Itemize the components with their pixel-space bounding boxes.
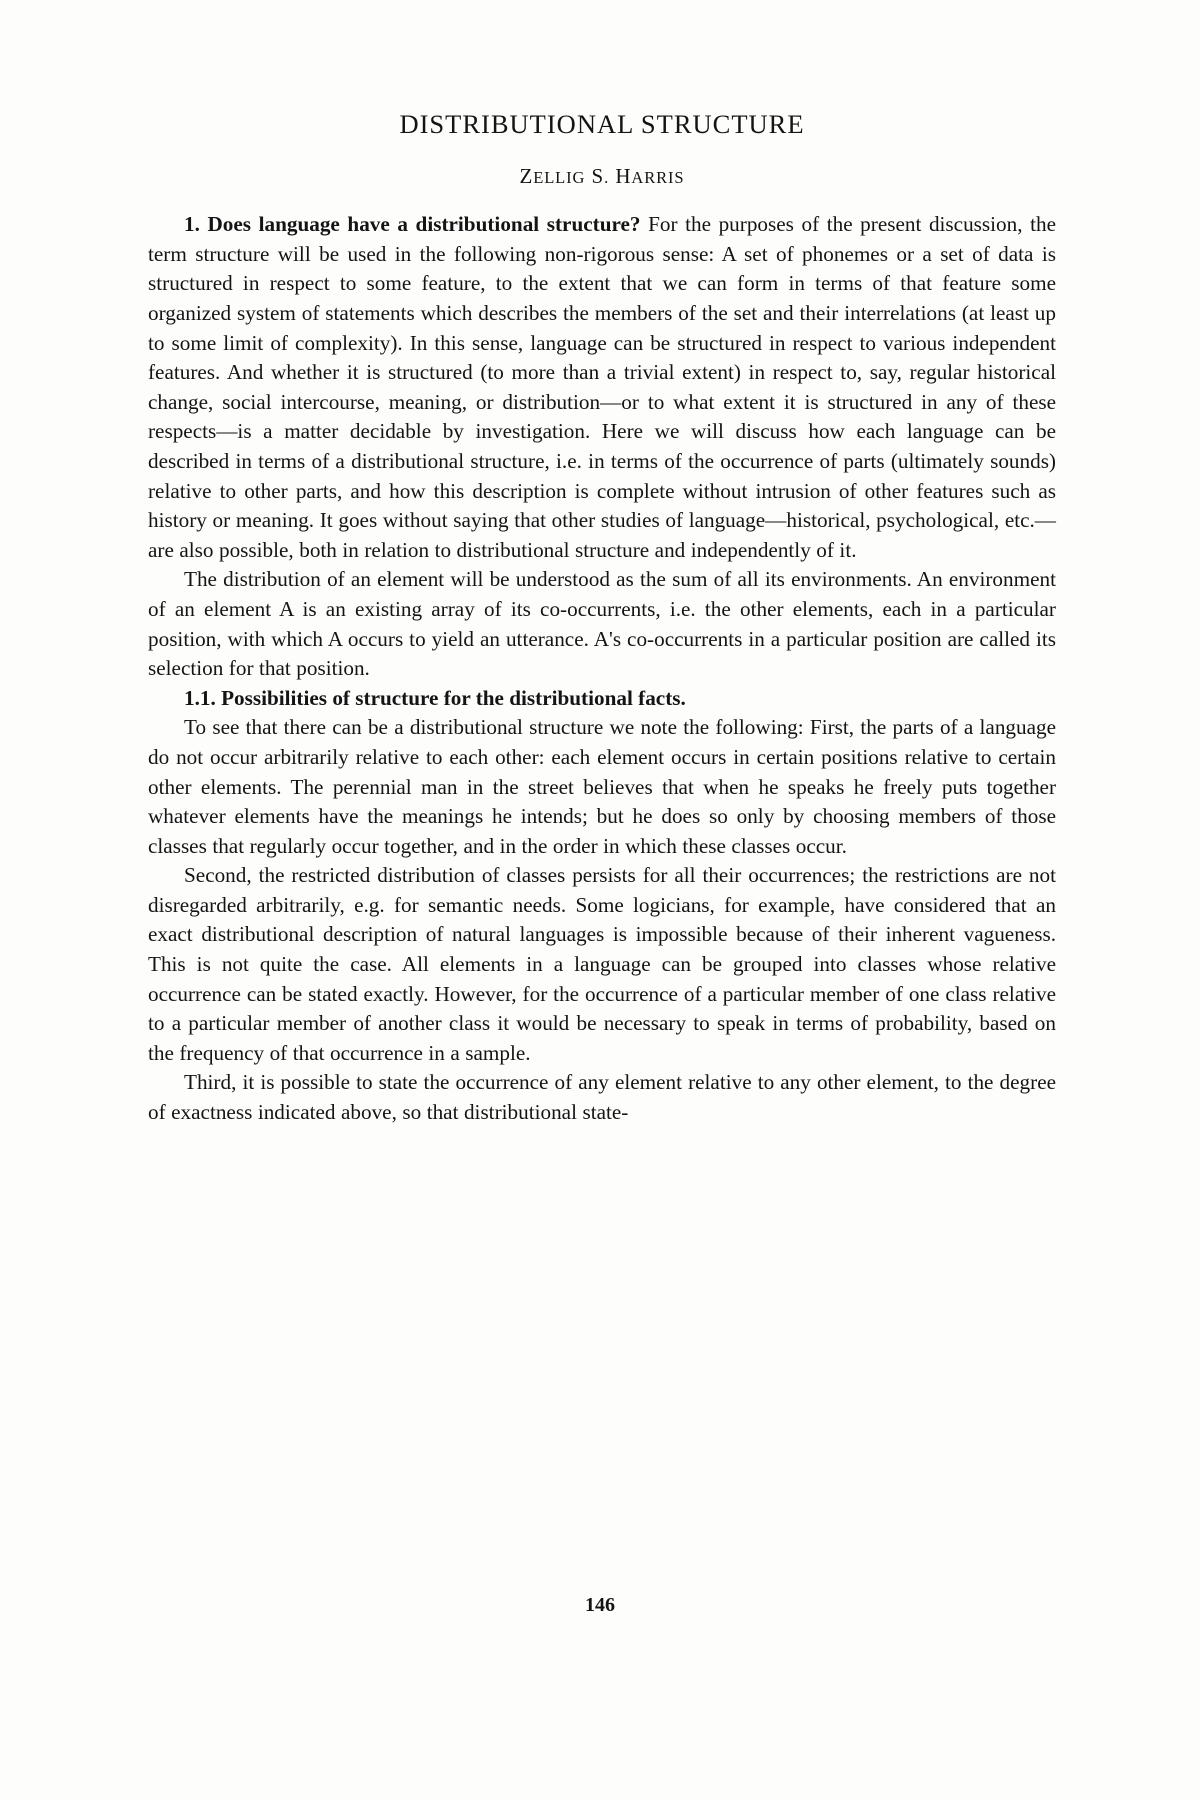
paragraph-third: Third, it is possible to state the occurrence of any element relative to any other element, to the degree of exactness indicated above, so that distributional state- xyxy=(148,1070,1056,1125)
page-content xyxy=(148,110,1056,1128)
paragraph-second: Second, the restricted distribution of classes persists for all their occurrences; the restrictions are not disregarded arbitrarily, e.g. for semantic needs. Some logicians, for example, have considered that an exact distributional description of natural languages is impossible because of their inherent vagueness. This is not quite the case. All elements in a language can be grouped into classes whose relative occurrence can be stated exactly. However, for the occurrence of a particular member of one class relative to a particular member of another class it would be necessary to speak in terms of probability, based on the frequency of that occurrence in a sample. xyxy=(148,863,1056,1065)
section-1-body: For the purposes of the present discussion, the term structure will be used in the following non-rigorous sense: A set of phonemes or a set of data is structured in respect to some feature, to the extent that we can form in terms of that feature some organized system of statements which describes the members of the set and their interrelations (at least up to some limit of complexity). In this sense, language can be structured in respect to various independent features. And whether it is structured (to more than a trivial extent) in respect to, say, regular historical change, social intercourse, meaning, or distribution—or to what extent it is structured in any of these respects—is a matter decidable by investigation. Here we will discuss how each language can be described in terms of a distributional structure, i.e. in terms of the occurrence of parts (ultimately sounds) relative to other parts, and how this description is complete without intrusion of other features such as history or meaning. It goes without saying that other studies of language—historical, psychological, etc.—are also possible, both in relation to distributional structure and independently of it. xyxy=(148,212,1056,562)
author-last-rest: ARRIS xyxy=(631,168,685,188)
author-first-initial: Z xyxy=(519,164,534,189)
author-first-rest: ELLIG xyxy=(533,168,586,188)
author-middle-rest: . xyxy=(604,168,610,188)
page-number: 146 xyxy=(585,1594,615,1616)
paragraph-first: To see that there can be a distributional structure we note the following: First, the parts of a language do not occur arbitrarily relative to each other: each element occurs in certain positions relative to certain other elements. The perennial man in the street believes that when he speaks he freely puts together whatever elements have the meanings he intends; but he does so only by choosing members of those classes that regularly occur together, and in the order in which these classes occur. xyxy=(148,715,1056,858)
author-middle-initial: S xyxy=(591,164,605,189)
author-byline xyxy=(148,165,1056,188)
paragraph-distribution: The distribution of an element will be understood as the sum of all its environments. An environment of an element A is an existing array of its co-occurrents, i.e. the other elements, each in a particular position, with which A occurs to yield an utterance. A's co-occurrents in a particular position are called its selection for that position. xyxy=(148,567,1056,681)
section-1-paragraph xyxy=(148,210,1056,565)
section-1-1-heading: 1.1. Possibilities of structure for the distributional facts. xyxy=(184,685,686,710)
page-title: DISTRIBUTIONAL STRUCTURE xyxy=(399,109,805,139)
section-1-heading: 1. Does language have a distributional structure? xyxy=(184,212,641,237)
author-last-initial: H xyxy=(615,164,632,189)
